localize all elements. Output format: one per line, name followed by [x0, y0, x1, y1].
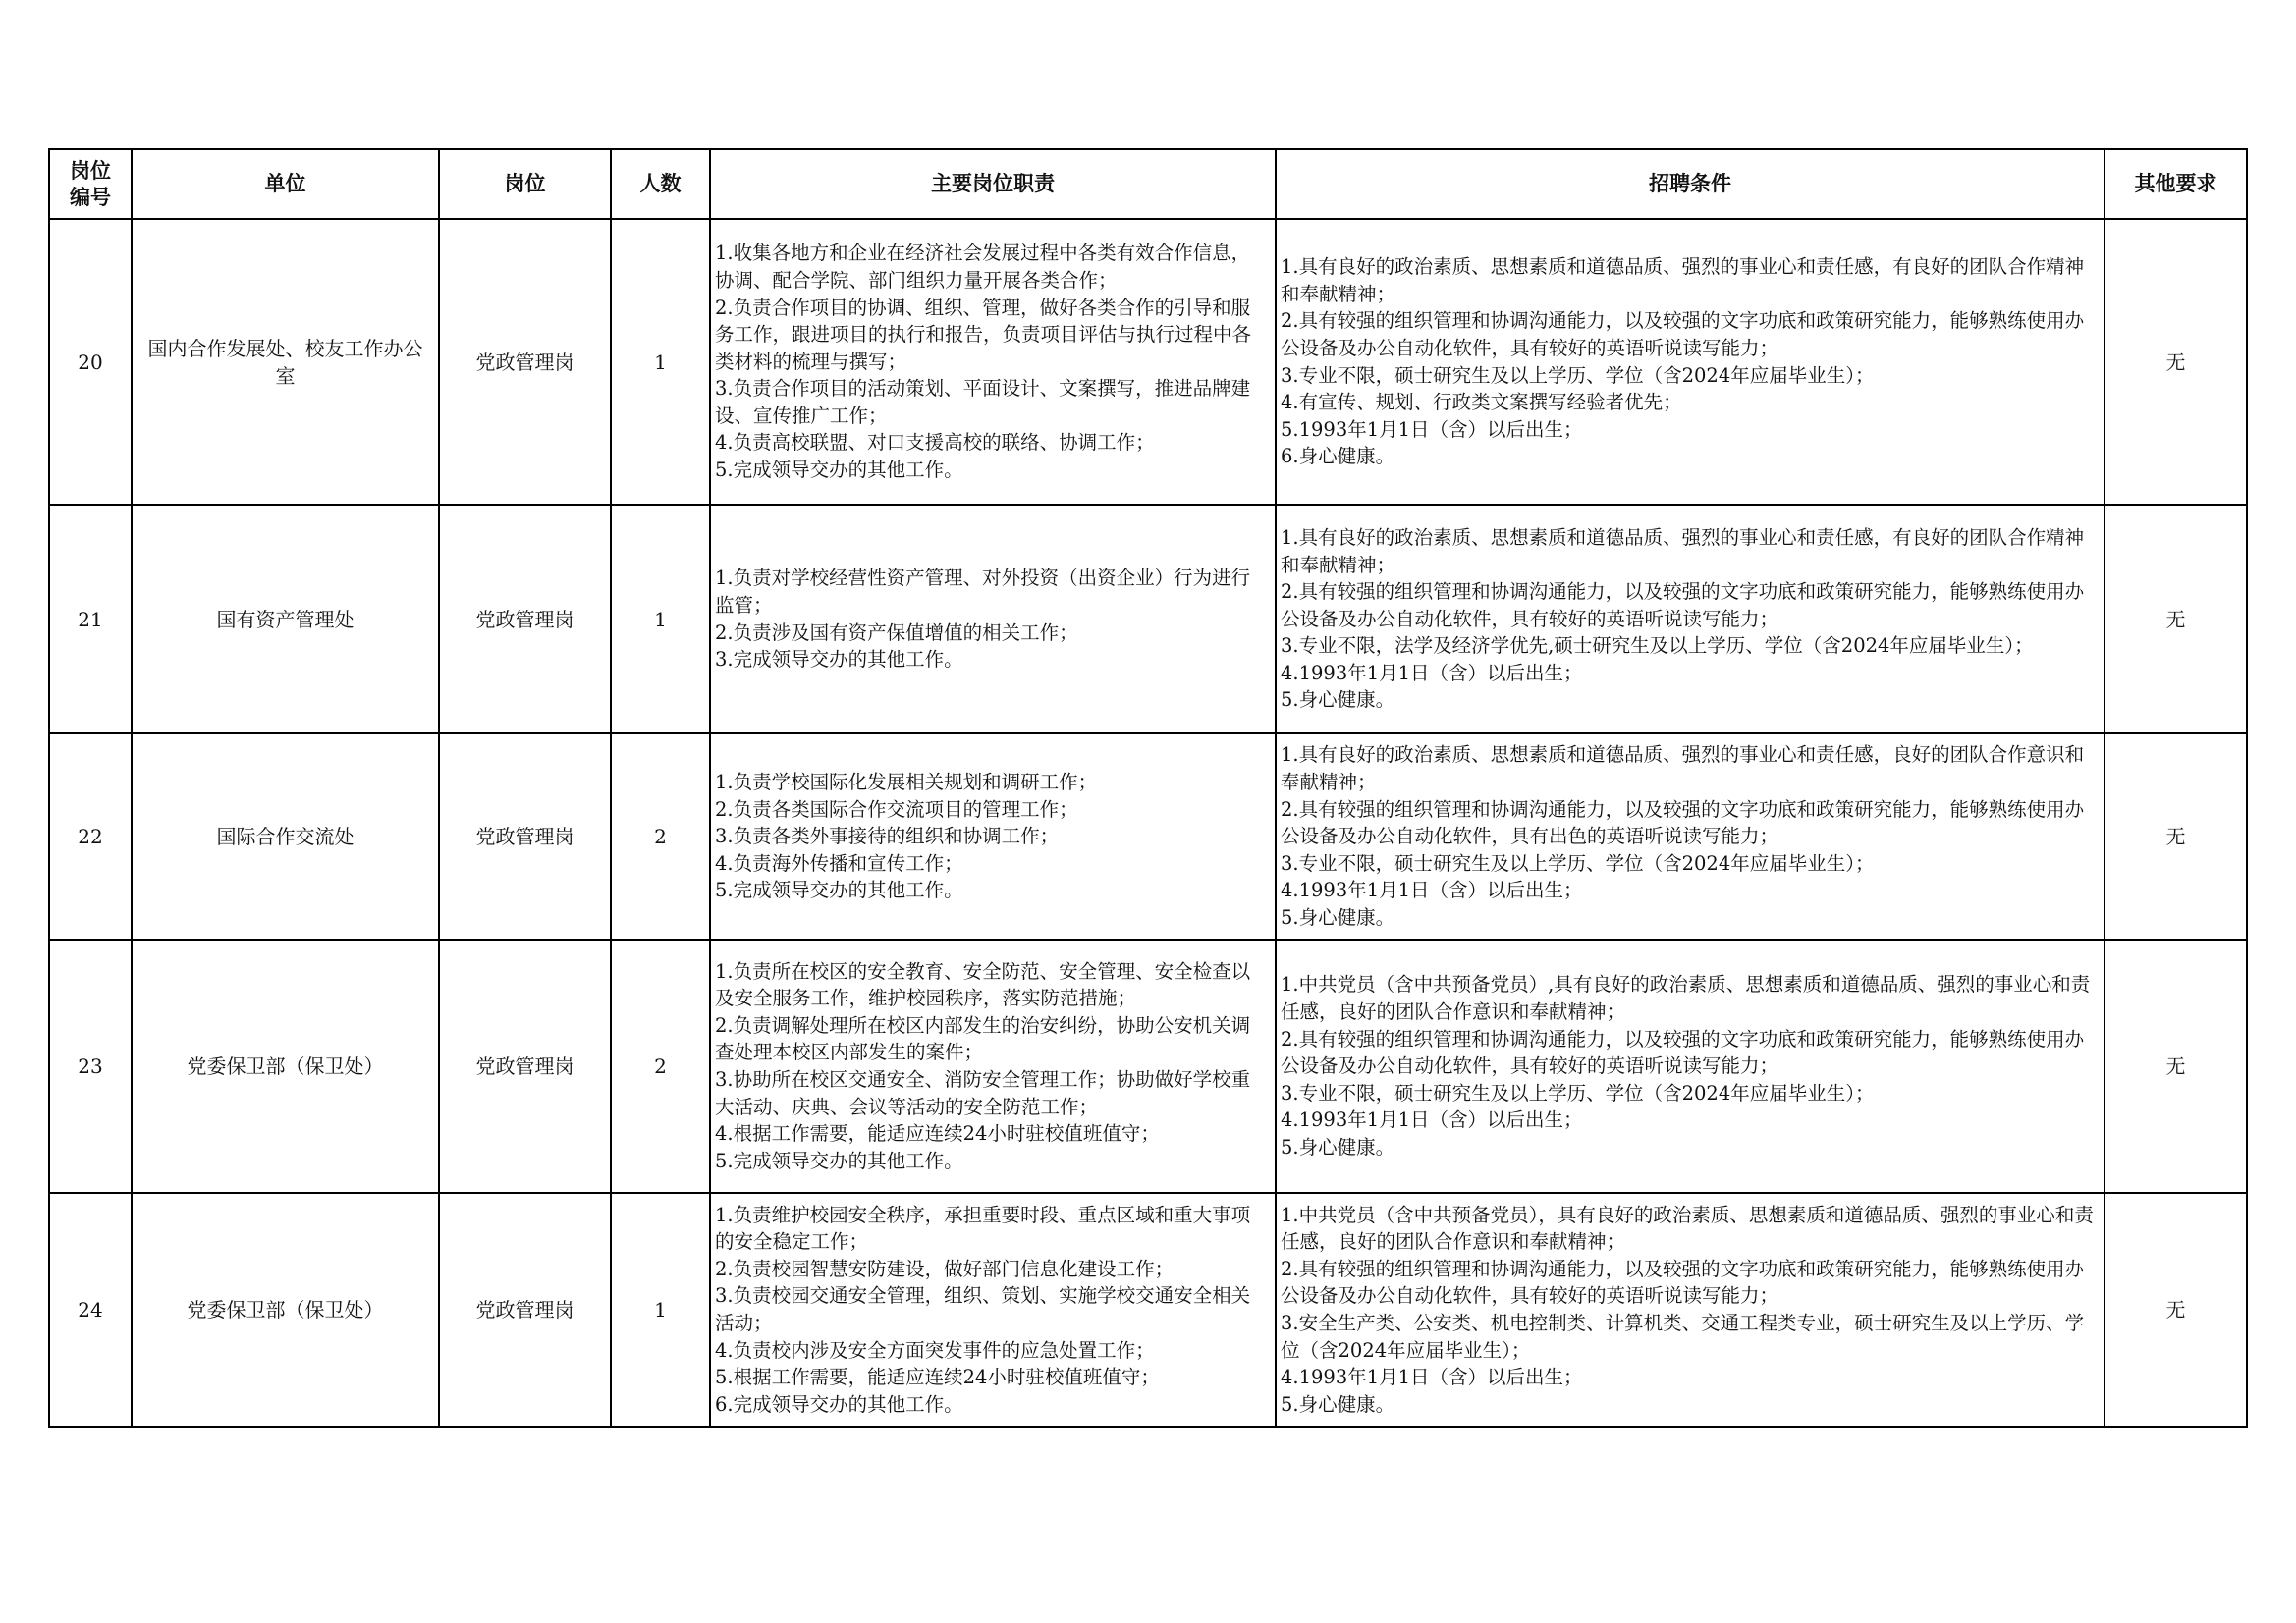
duty-item: 1.负责学校国际化发展相关规划和调研工作；	[715, 771, 1098, 794]
table-row	[49, 940, 2247, 1193]
condition-item: 3.专业不限，硕士研究生及以上学历、学位（含2024年应届毕业生）；	[1281, 363, 1875, 387]
duty-item: 5.完成领导交办的其他工作。	[715, 879, 963, 902]
condition-item: 5.身心健康。	[1281, 1392, 1395, 1416]
row-conditions	[1276, 940, 2105, 1193]
condition-item: 1.具有良好的政治素质、思想素质和道德品质、强烈的事业心和责任感，有良好的团队合作精神和奉献精神；	[1281, 255, 2085, 305]
row-post: 党政管理岗	[439, 733, 611, 940]
header-conditions: 招聘条件	[1276, 149, 2105, 219]
condition-item: 2.具有较强的组织管理和协调沟通能力，以及较强的文字功底和政策研究能力，能够熟练使用办公设备及办公自动化软件，具有较好的英语听说读写能力；	[1281, 309, 2085, 359]
row-count: 2	[611, 733, 710, 940]
row-post: 党政管理岗	[439, 219, 611, 505]
row-other: 无	[2105, 505, 2247, 733]
header-post: 岗位	[439, 149, 611, 219]
table-row	[49, 733, 2247, 940]
duty-item: 3.负责合作项目的活动策划、平面设计、文案撰写，推进品牌建设、宣传推广工作；	[715, 377, 1251, 427]
row-id: 21	[49, 505, 132, 733]
row-unit: 国有资产管理处	[132, 505, 439, 733]
duty-item: 2.负责合作项目的协调、组织、管理，做好各类合作的引导和服务工作，跟进项目的执行和报告，负责项目评估与执行过程中各类材料的梳理与撰写；	[715, 296, 1252, 373]
row-count: 1	[611, 219, 710, 505]
header-id-line1: 岗位	[70, 158, 111, 183]
duty-item: 1.收集各地方和企业在经济社会发展过程中各类有效合作信息，协调、配合学院、部门组织力量开展各类合作；	[715, 242, 1251, 292]
condition-item: 2.具有较强的组织管理和协调沟通能力，以及较强的文字功底和政策研究能力，能够熟练使用办公设备及办公自动化软件，具有较好的英语听说读写能力；	[1281, 1257, 2085, 1308]
row-count: 2	[611, 940, 710, 1193]
condition-item: 2.具有较强的组织管理和协调沟通能力，以及较强的文字功底和政策研究能力，能够熟练使用办公设备及办公自动化软件，具有较好的英语听说读写能力；	[1281, 580, 2085, 630]
condition-item: 5.身心健康。	[1281, 688, 1395, 712]
duty-item: 1.负责维护校园安全秩序，承担重要时段、重点区域和重大事项的安全稳定工作；	[715, 1203, 1251, 1254]
row-duties	[710, 219, 1276, 505]
header-other: 其他要求	[2105, 149, 2247, 219]
header-id	[49, 149, 132, 219]
duty-item: 4.负责校内涉及安全方面突发事件的应急处置工作；	[715, 1338, 1155, 1362]
recruitment-table	[48, 148, 2248, 1428]
row-conditions	[1276, 219, 2105, 505]
condition-item: 4.有宣传、规划、行政类文案撰写经验者优先；	[1281, 391, 1682, 414]
condition-item: 1.具有良好的政治素质、思想素质和道德品质、强烈的事业心和责任感，有良好的团队合作精神和奉献精神；	[1281, 525, 2085, 576]
row-other: 无	[2105, 940, 2247, 1193]
row-unit: 党委保卫部（保卫处）	[132, 940, 439, 1193]
duty-item: 1.负责所在校区的安全教育、安全防范、安全管理、安全检查以及安全服务工作，维护校园秩序，落实防范措施；	[715, 959, 1251, 1010]
condition-item: 2.具有较强的组织管理和协调沟通能力，以及较强的文字功底和政策研究能力，能够熟练使用办公设备及办公自动化软件，具有较好的英语听说读写能力；	[1281, 1027, 2085, 1078]
row-post: 党政管理岗	[439, 505, 611, 733]
row-id: 24	[49, 1193, 132, 1427]
duty-item: 5.完成领导交办的其他工作。	[715, 459, 963, 482]
duty-item: 5.根据工作需要，能适应连续24小时驻校值班值守；	[715, 1366, 1160, 1389]
row-duties	[710, 940, 1276, 1193]
condition-item: 1.中共党员（含中共预备党员），具有良好的政治素质、思想素质和道德品质、强烈的事业心和责任感，良好的团队合作意识和奉献精神；	[1281, 1203, 2094, 1254]
row-unit: 党委保卫部（保卫处）	[132, 1193, 439, 1427]
header-row	[49, 149, 2247, 219]
row-post: 党政管理岗	[439, 940, 611, 1193]
duty-item: 4.负责海外传播和宣传工作；	[715, 851, 963, 875]
row-unit: 国际合作交流处	[132, 733, 439, 940]
condition-item: 4.1993年1月1日（含）以后出生；	[1281, 1109, 1583, 1132]
duty-item: 3.负责各类外事接待的组织和协调工作；	[715, 825, 1060, 848]
table-row	[49, 505, 2247, 733]
row-count: 1	[611, 505, 710, 733]
header-duties: 主要岗位职责	[710, 149, 1276, 219]
table-row	[49, 1193, 2247, 1427]
condition-item: 5.身心健康。	[1281, 905, 1395, 929]
condition-item: 3.安全生产类、公安类、机电控制类、计算机类、交通工程类专业，硕士研究生及以上学历、学位（含2024年应届毕业生）；	[1281, 1312, 2085, 1362]
duty-item: 3.完成领导交办的其他工作。	[715, 648, 963, 672]
duty-item: 3.负责校园交通安全管理，组织、策划、实施学校交通安全相关活动；	[715, 1284, 1251, 1334]
row-unit: 国内合作发展处、校友工作办公室	[132, 219, 439, 505]
row-id: 22	[49, 733, 132, 940]
duty-item: 5.完成领导交办的其他工作。	[715, 1149, 963, 1172]
condition-item: 4.1993年1月1日（含）以后出生；	[1281, 879, 1583, 902]
table-row	[49, 219, 2247, 505]
header-count: 人数	[611, 149, 710, 219]
row-conditions	[1276, 505, 2105, 733]
row-conditions	[1276, 1193, 2105, 1427]
duty-item: 1.负责对学校经营性资产管理、对外投资（出资企业）行为进行监管；	[715, 567, 1251, 617]
duty-item: 4.根据工作需要，能适应连续24小时驻校值班值守；	[715, 1122, 1160, 1146]
condition-item: 3.专业不限，硕士研究生及以上学历、学位（含2024年应届毕业生）；	[1281, 1081, 1875, 1105]
duty-item: 6.完成领导交办的其他工作。	[715, 1392, 963, 1416]
condition-item: 2.具有较强的组织管理和协调沟通能力，以及较强的文字功底和政策研究能力，能够熟练使用办公设备及办公自动化软件，具有出色的英语听说读写能力；	[1281, 797, 2085, 848]
condition-item: 3.专业不限，法学及经济学优先,硕士研究生及以上学历、学位（含2024年应届毕业生）；	[1281, 634, 2034, 658]
row-duties	[710, 1193, 1276, 1427]
duty-item: 3.协助所在校区交通安全、消防安全管理工作；协助做好学校重大活动、庆典、会议等活动的安全防范工作；	[715, 1068, 1251, 1118]
header-unit: 单位	[132, 149, 439, 219]
condition-item: 4.1993年1月1日（含）以后出生；	[1281, 661, 1583, 684]
row-other: 无	[2105, 219, 2247, 505]
duty-item: 2.负责调解处理所在校区内部发生的治安纠纷，协助公安机关调查处理本校区内部发生的案件；	[715, 1013, 1251, 1064]
condition-item: 5.身心健康。	[1281, 1135, 1395, 1159]
duty-item: 2.负责涉及国有资产保值增值的相关工作；	[715, 621, 1078, 644]
row-other: 无	[2105, 733, 2247, 940]
row-other: 无	[2105, 1193, 2247, 1427]
row-conditions	[1276, 733, 2105, 940]
condition-item: 5.1993年1月1日（含）以后出生；	[1281, 417, 1583, 441]
duty-item: 2.负责各类国际合作交流项目的管理工作；	[715, 797, 1078, 821]
condition-item: 1.具有良好的政治素质、思想素质和道德品质、强烈的事业心和责任感，良好的团队合作意识和奉献精神；	[1281, 743, 2085, 794]
duty-item: 4.负责高校联盟、对口支援高校的联络、协调工作；	[715, 431, 1155, 455]
row-id: 23	[49, 940, 132, 1193]
row-duties	[710, 733, 1276, 940]
header-id-line2: 编号	[70, 185, 111, 209]
condition-item: 1.中共党员（含中共预备党员）,具有良好的政治素质、思想素质和道德品质、强烈的事业心和责任感，良好的团队合作意识和奉献精神；	[1281, 973, 2091, 1024]
condition-item: 3.专业不限，硕士研究生及以上学历、学位（含2024年应届毕业生）；	[1281, 851, 1875, 875]
condition-item: 6.身心健康。	[1281, 445, 1395, 468]
condition-item: 4.1993年1月1日（含）以后出生；	[1281, 1366, 1583, 1389]
row-id: 20	[49, 219, 132, 505]
row-post: 党政管理岗	[439, 1193, 611, 1427]
duty-item: 2.负责校园智慧安防建设，做好部门信息化建设工作；	[715, 1257, 1175, 1280]
row-count: 1	[611, 1193, 710, 1427]
row-duties	[710, 505, 1276, 733]
